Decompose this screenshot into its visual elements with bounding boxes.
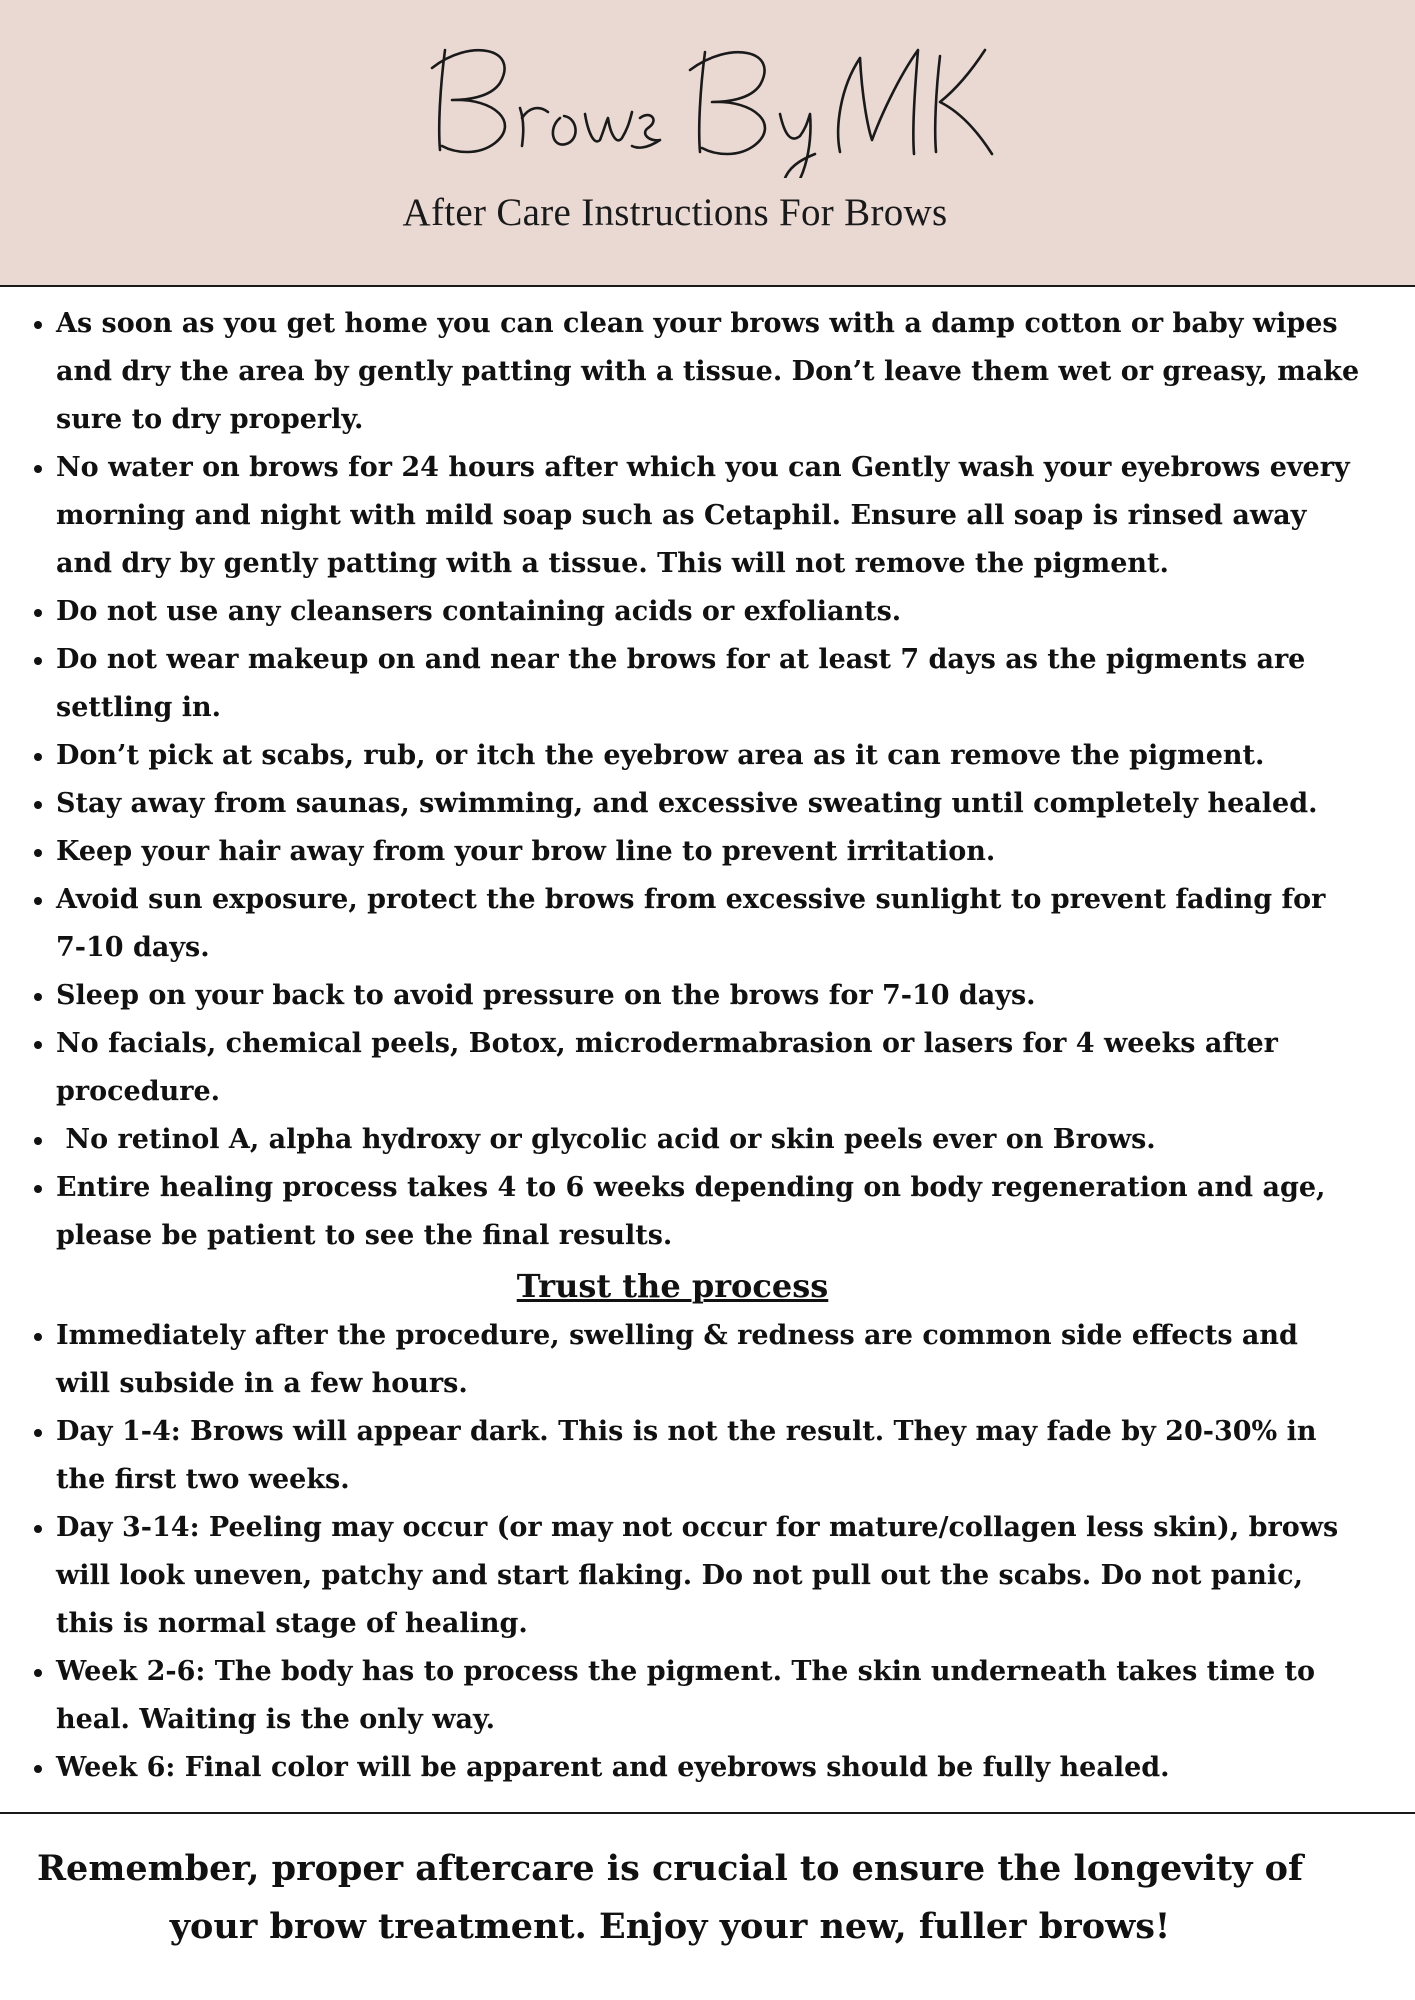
- aftercare-list: [0, 300, 1361, 1260]
- list-item: • Sleep on your back to avoid pressure on the brows for 7-10 days.: [56, 972, 1361, 1020]
- list-item: • Week 2-6: The body has to process the pigment. The skin underneath takes time to heal. Waiting is the only way.: [56, 1648, 1361, 1744]
- list-item: • Day 1-4: Brows will appear dark. This is not the result. They may fade by 20-30% in the first two weeks.: [56, 1408, 1361, 1504]
- list-item: • No water on brows for 24 hours after which you can Gently wash your eyebrows every morning and night with mild soap such as Cetaphil. Ensure all soap is rinsed away and dry by gently patting with a tissue. This will not remove the pigment.: [56, 444, 1361, 588]
- header-banner: [0, 0, 1415, 287]
- brand-logo: [0, 28, 1415, 178]
- list-item: • No retinol A, alpha hydroxy or glycolic acid or skin peels ever on Brows.: [56, 1116, 1361, 1164]
- list-item: • Avoid sun exposure, protect the brows from excessive sunlight to prevent fading for 7-10 days.: [56, 876, 1361, 972]
- section-title-process: Trust the process: [516, 1267, 829, 1305]
- process-list: [0, 1312, 1361, 1792]
- footer-line-1: Remember, proper aftercare is crucial to ensure the longevity of: [36, 1848, 1304, 1889]
- list-item: • As soon as you get home you can clean your brows with a damp cotton or baby wipes and dry the area by gently patting with a tissue. Don’t leave them wet or greasy, make sure to dry properly.: [56, 300, 1361, 444]
- list-item: • Entire healing process takes 4 to 6 weeks depending on body regeneration and age, please be patient to see the final results.: [56, 1164, 1361, 1260]
- list-item: • Day 3-14: Peeling may occur (or may not occur for mature/collagen less skin), brows will look uneven, patchy and start flaking. Do not pull out the scabs. Do not panic, this is normal stage of healing.: [56, 1504, 1361, 1648]
- list-item: • Stay away from saunas, swimming, and excessive sweating until completely healed.: [56, 780, 1361, 828]
- footer-line-2: your brow treatment. Enjoy your new, fuller brows!: [169, 1906, 1171, 1947]
- list-item: • Do not use any cleansers containing acids or exfoliants.: [56, 588, 1361, 636]
- footer-message: [0, 1840, 1340, 1956]
- list-item: • Keep your hair away from your brow line to prevent irritation.: [56, 828, 1361, 876]
- list-item: • Do not wear makeup on and near the brows for at least 7 days as the pigments are settling in.: [56, 636, 1361, 732]
- instructions-content: [0, 300, 1415, 1792]
- list-item: • Don’t pick at scabs, rub, or itch the eyebrow area as it can remove the pigment.: [56, 732, 1361, 780]
- list-item: • No facials, chemical peels, Botox, microdermabrasion or lasers for 4 weeks after procedure.: [56, 1020, 1361, 1116]
- list-item: • Week 6: Final color will be apparent and eyebrows should be fully healed.: [56, 1744, 1361, 1792]
- footer-divider: [0, 1812, 1415, 1814]
- page-subtitle: After Care Instructions For Brows: [402, 191, 948, 234]
- list-item: • Immediately after the procedure, swelling & redness are common side effects and will subside in a few hours.: [56, 1312, 1361, 1408]
